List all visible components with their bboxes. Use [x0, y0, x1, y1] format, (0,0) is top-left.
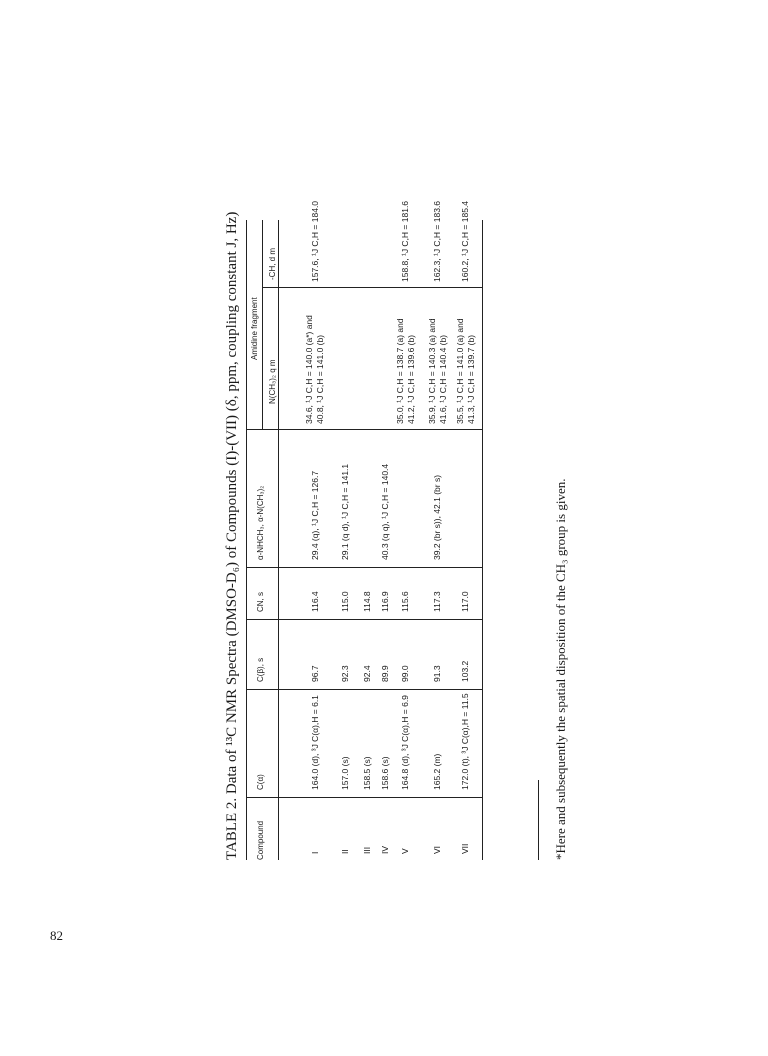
- cell-alpha-n: 29.1 (q d), ¹J C,H = 141.1: [340, 463, 350, 560]
- cell-nme2-a: 35.9, ¹J C,H = 140.3 (a) and: [427, 318, 437, 424]
- cell-nme2-b: 41.3, ¹J C,H = 139.7 (b): [466, 334, 476, 424]
- footnote-rule: [538, 780, 539, 860]
- table-bottom-rule: [482, 220, 483, 860]
- cell-compound: VII: [460, 843, 470, 854]
- cell-nme2-a: 34.6, ¹J C,H = 140.0 (a*) and: [304, 315, 314, 424]
- cell-alpha-n: 39.2 (br s)), 42.1 (br s): [432, 474, 442, 560]
- cell-c-alpha: 158.6 (s): [380, 756, 390, 790]
- cell-c-beta: 92.4: [362, 665, 372, 682]
- cell-c-beta: 96.7: [310, 665, 320, 682]
- page-number: 82: [50, 928, 63, 943]
- cell-c-alpha: 172.0 (t), ³J C(α),H = 11.5: [460, 693, 470, 790]
- cell-alpha-n: 40.3 (q q), ¹J C,H = 140.4: [380, 463, 390, 560]
- cell-compound: II: [340, 849, 350, 854]
- col-separator: [246, 619, 482, 620]
- header-bottom-rule: [278, 220, 279, 860]
- cell-cn: 116.9: [380, 591, 390, 612]
- cell-alpha-n: 29.4 (q), ¹J C,H = 126.7: [310, 470, 320, 560]
- cell-nme2-b: 41.2, ¹J C,H = 139.6 (b): [406, 334, 416, 424]
- header-ch: -CH, d m: [268, 248, 277, 280]
- table-title: TABLE 2. Data of ¹³C NMR Spectra (DMSO-D₆) of Compounds (I)-(VII) (δ, ppm, coupling constant J, Hz): [224, 211, 240, 860]
- cell-c-beta: 92.3: [340, 665, 350, 682]
- cell-compound: IV: [380, 845, 390, 854]
- cell-nme2-b: 40.8, ¹J C,H = 141.0 (b): [315, 334, 325, 424]
- col-separator: [246, 689, 482, 690]
- cell-nme2-a: 35.0, ¹J C,H = 138.7 (a) and: [395, 318, 405, 424]
- col-separator: [246, 567, 482, 568]
- header-alpha-n: α-NHCH₃, α-N(CH₃)₂: [256, 485, 265, 560]
- cell-c-alpha: 165.2 (m): [432, 753, 442, 790]
- header-amidine-fragment: Amidine fragment: [250, 297, 259, 360]
- cell-cn: 117.3: [432, 591, 442, 612]
- cell-ch: 157.6, ¹J C,H = 184.0: [310, 200, 320, 282]
- cell-c-alpha: 164.0 (d), ³J C(α),H = 6.1: [310, 695, 320, 790]
- table-top-rule: [246, 220, 247, 860]
- header-compound: Compound: [256, 820, 265, 860]
- rotated-table-block: [220, 80, 580, 860]
- cell-ch: 162.3, ¹J C,H = 183.6: [432, 200, 442, 282]
- amidine-subrule: [262, 220, 263, 430]
- cell-cn: 116.4: [310, 591, 320, 612]
- cell-c-beta: 91.3: [432, 665, 442, 682]
- cell-ch: 160.2, ¹J C,H = 185.4: [460, 200, 470, 282]
- cell-nme2-a: 35.5, ¹J C,H = 141.0 (a) and: [455, 318, 465, 424]
- cell-c-alpha: 157.0 (s): [340, 756, 350, 790]
- col-separator: [246, 429, 482, 430]
- cell-c-beta: 89.9: [380, 665, 390, 682]
- col-separator: [246, 797, 482, 798]
- header-cn: CN, s: [256, 592, 265, 612]
- footnote: *Here and subsequently the spatial disposition of the CH₃ group is given.: [553, 478, 568, 860]
- cell-cn: 114.8: [362, 591, 372, 612]
- cell-compound: V: [400, 848, 410, 854]
- cell-cn: 115.6: [400, 591, 410, 612]
- cell-nme2-b: 41.6, ¹J C,H = 140.4 (b): [438, 334, 448, 424]
- header-nme2: N(CH₃)₂ q m: [268, 359, 277, 404]
- cell-c-alpha: 158.5 (s): [362, 756, 372, 790]
- header-c-alpha: C(α): [256, 774, 265, 790]
- cell-compound: III: [362, 846, 372, 854]
- cell-c-beta: 99.0: [400, 665, 410, 682]
- cell-cn: 117.0: [460, 591, 470, 612]
- cell-c-alpha: 164.8 (d), ³J C(α),H = 6.9: [400, 695, 410, 790]
- cell-compound: VI: [432, 845, 442, 854]
- col-separator: [262, 287, 482, 288]
- header-c-beta: C(β), s: [256, 657, 265, 682]
- cell-compound: I: [310, 851, 320, 854]
- cell-cn: 115.0: [340, 591, 350, 612]
- cell-c-beta: 103.2: [460, 660, 470, 682]
- cell-ch: 158.8, ¹J C,H = 181.6: [400, 200, 410, 282]
